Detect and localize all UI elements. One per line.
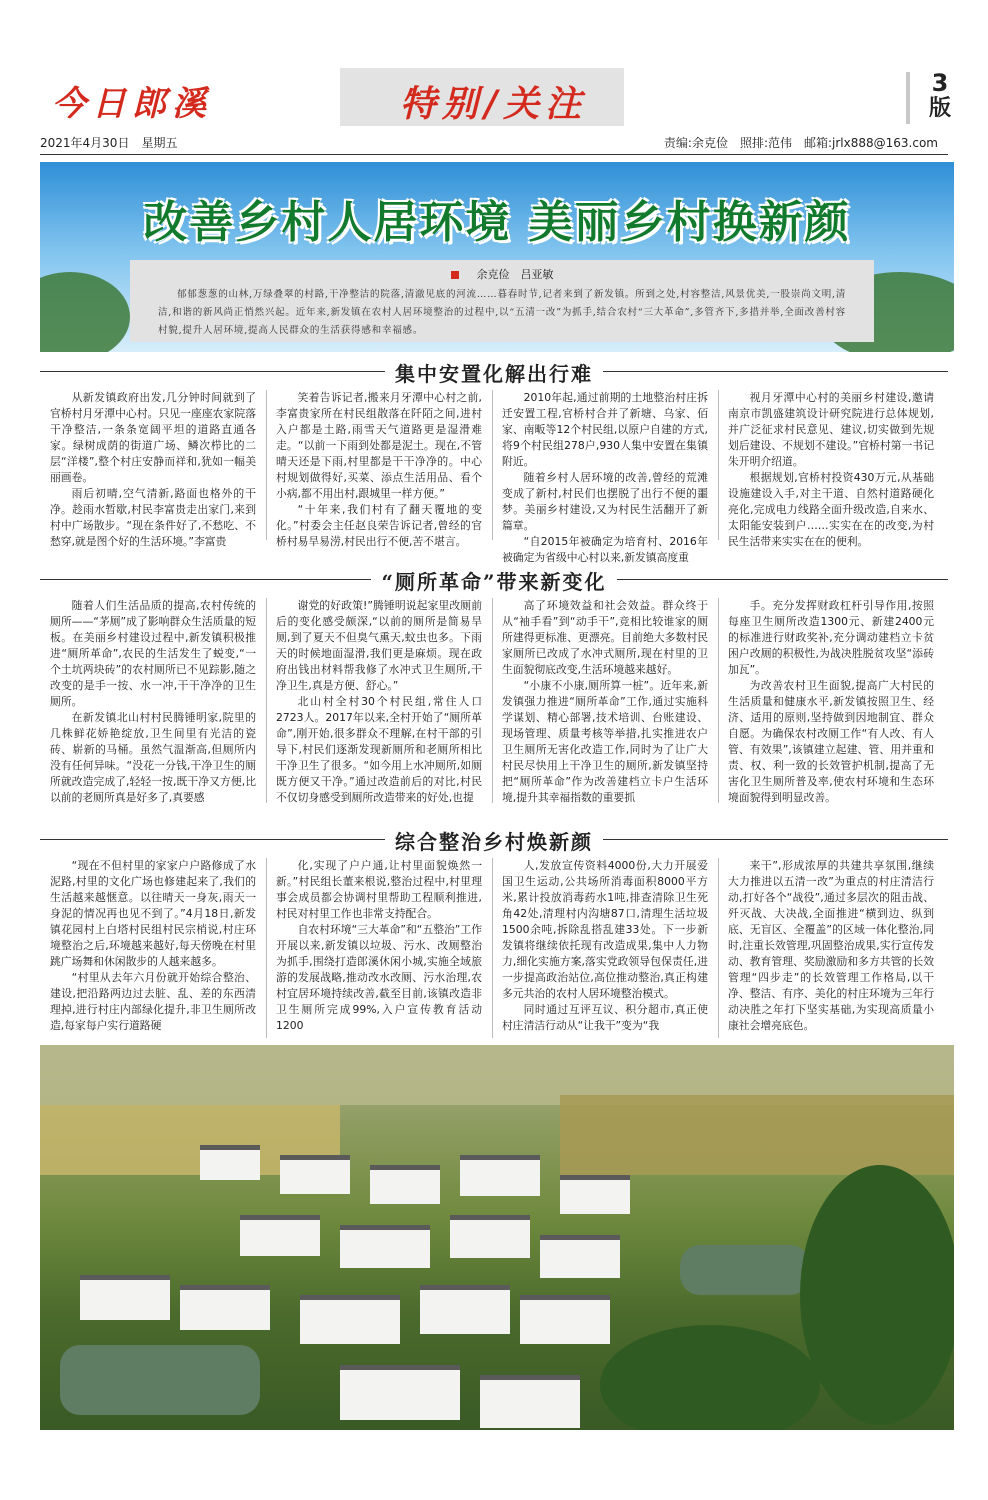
photo-house — [370, 1165, 440, 1204]
byline-authors: 余克俭 吕亚敏 — [476, 268, 554, 281]
column-divider — [266, 390, 267, 540]
masthead-divider — [906, 72, 910, 124]
section-body — [50, 390, 950, 564]
header-rule — [40, 154, 948, 155]
article-column: 谢党的好政策!”腾锤明说起家里改厕前后的变化感受颇深,“以前的厕所是简易旱厕,到了夏天不但臭气熏天,蚊虫也多。下雨天的时候地面湿滑,我们更是麻烦。现在政府出钱出材料帮我修了水冲式卫生厕所,干净卫生,真是方便、舒心。” 北山村全村30个村民组,常住人口2723人。2017年以来,全村开始了“厕所革命”,刚开始,很多群众不理解,在村干部的引导下,村民们逐渐发现新厕所和老厕所相比干净卫生了很多。“如今用上水冲厕所,如厕既方便又干净。”通过改造前后的对比,村民不仅切身感受到厕所改造带来的好处,也提 — [276, 599, 482, 804]
photo-house — [240, 1215, 320, 1256]
banner-tree-decoration — [40, 272, 130, 352]
photo-house — [280, 1155, 350, 1194]
article-column: 2010年起,通过前期的土地整治村庄拆迁安置工程,官桥村合并了新塘、乌家、佰家、南畈等12个村民组,以原户自建的方式,将9个村民组278户,930人集中安置在集镇附近。 随着乡村人居环境的改善,曾经的荒滩变成了新村,村民们也摆脱了出行不便的噩梦。美丽乡村建设,又为村民生活翻开了新篇章。 “自2015年被确定为培育村、2016年被确定为省级中心村以来,新发镇高度重 — [502, 391, 708, 564]
section-body — [50, 598, 950, 808]
byline — [130, 266, 874, 282]
photo-house — [300, 1295, 400, 1344]
article-column: 手。充分发挥财政杠杆引导作用,按照每座卫生厕所改造1300元、新建2400元的标准进行财政奖补,充分调动建档立卡贫困户改厕的积极性,为战决胜脱贫攻坚“添砖加瓦”。 为改善农村卫生面貌,提高广大村民的生活质量和健康水平,新发镇按照卫生、经济、适用的原则,坚持做到因地制宜、群众自愿。为确保农村改厕工作“有人改、有人管、有效果”,该镇建立起建、管、用并重和责、权、利一致的长效管护机制,提高了无害化卫生厕所普及率,使农村环境和生态环境面貌得到明显改善。 — [728, 599, 934, 804]
section-title-text: 综合整治乡村焕新颜 — [40, 826, 948, 855]
photo-house — [200, 1145, 260, 1180]
photo-rice-field — [560, 1095, 954, 1175]
column-divider — [718, 858, 719, 1038]
photo-house — [420, 1285, 510, 1334]
article-column: 化,实现了户户通,让村里面貌焕然一新。”村民组长董来根说,整治过程中,村里理事会成员都会协调村里帮助工程顺利推进,村民对村里工作也非常支持配合。 自农村环境“三大革命”和“五整治”工作开展以来,新发镇以垃圾、污水、改厕整治为抓手,围绕打造郎溪休闲小城,实施全域旅游的发展战略,推动改水改厕、污水治理,农村宜居环境持续改善,截至目前,该镇改造非卫生厕所完成99%,入户宣传教育活动1200 — [276, 859, 482, 1032]
section-heading — [40, 566, 948, 592]
column-divider — [718, 598, 719, 803]
column-divider — [266, 598, 267, 803]
article-column: 随着人们生活品质的提高,农村传统的厕所——“茅厕”成了影响群众生活质量的短板。在美丽乡村建设过程中,新发镇积极推进“厕所革命”,农民的生活发生了蜕变,“一个土坑两块砖”的农村厕所已不见踪影,随之改变的是手一按、水一冲,干干净净的卫生厕所。 在新发镇北山村村民腾锤明家,院里的几株鲜花娇艳绽放,卫生间里有光洁的瓷砖、崭新的马桶。虽然气温渐高,但厕所内没有任何异味。“没花一分钱,干净卫生的厕所就改造完成了,轻轻一按,既干净又方便,比以前的老厕所真是好多了,真要感 — [50, 599, 256, 804]
article-column: 从新发镇政府出发,几分钟时间就到了官桥村月牙潭中心村。只见一座座农家院落干净整洁,一条条宽阔平坦的道路直通各家。绿树成荫的街道广场、鳞次栉比的二层“洋楼”,整个村庄安静而祥和,犹如一幅美丽画卷。 雨后初晴,空气清新,路面也格外的干净。趁雨水暂歇,村民李富贵走出家门,来到村中广场散步。“现在条件好了,不愁吃、不愁穿,就是图个好的生活环境。”李富贵 — [50, 391, 256, 548]
photo-pond — [680, 1245, 810, 1295]
lead-paragraph: 郁郁葱葱的山林,万绿叠翠的村路,干净整洁的院落,清澈见底的河流……暮春时节,记者来到了新发镇。所到之处,村容整洁,风景优美,一股崇尚文明,清洁,和谐的新风尚正悄然兴起。近年来,新发镇在农村人居环境整治的过程中,以“五清一改”为抓手,结合农村“三大革命”,多管齐下,多措并举,全面改善村容村貌,提升人居环境,提高人民群众的生活获得感和幸福感。 — [158, 289, 847, 336]
photo-house — [450, 1215, 530, 1258]
photo-house — [80, 1275, 170, 1320]
photo-house — [480, 1375, 580, 1428]
masthead — [40, 68, 951, 128]
photo-house — [520, 1295, 610, 1344]
section-body — [50, 858, 950, 1043]
article-column: 笑着告诉记者,搬来月牙潭中心村之前,李富贵家所在村民组散落在阡陌之间,进村入户都是土路,雨雪天气道路更是湿滑难走。“以前一下雨到处都是泥土。现在,不管晴天还是下雨,村里都是干干净净的。中心村规划做得好,买菜、添点生活用品、看个小病,都不用出村,跟城里一样方便。” “十年来,我们村有了翻天覆地的变化。”村委会主任赵良荣告诉记者,曾经的官桥村易旱易涝,村民出行不便,苦不堪言。 — [276, 391, 482, 548]
lead-box — [130, 260, 874, 342]
issue-date: 2021年4月30日 星期五 — [40, 136, 178, 150]
newspaper-title: 今日郎溪 — [52, 84, 212, 124]
main-headline: 改善乡村人居环境 美丽乡村换新颜 — [143, 197, 851, 248]
article-column: 视月牙潭中心村的美丽乡村建设,邀请南京市凯盛建筑设计研究院进行总体规划,并广泛征求村民意见、建议,切实做到先规划后建设、不规划不建设。”官桥村第一书记朱开明介绍道。 根据规划,官桥村投资430万元,从基础设施建设入手,对主干道、自然村道路硬化亮化,完成电力线路全面升级改造,自来水、太阳能安装到户……实实在在的改变,为村民生活带来实实在在的便利。 — [728, 391, 934, 548]
column-divider — [492, 390, 493, 540]
column-divider — [718, 390, 719, 540]
section-title: 特别/关注 — [400, 83, 588, 125]
photo-house — [460, 1155, 540, 1196]
column-divider — [266, 858, 267, 1038]
photo-tree-cluster — [600, 1325, 820, 1430]
article-column: “现在不但村里的家家户户路修成了水泥路,村里的文化广场也修建起来了,我们的生活越来越惬意。以往晴天一身灰,雨天一身泥的情况再也见不到了。”4月18日,新发镇花园村上白塔村民组村民宗梢说,村庄环境整治之后,环境越来越好,每天傍晚在村里跳广场舞和休闲散步的人越来越多。 “村里从去年六月份就开始综合整治、建设,把沿路两边过去脏、乱、差的东西清理掉,进行村庄内部绿化提升,非卫生厕所改造,每家每户实行道路硬 — [50, 859, 256, 1032]
aerial-village-photo — [40, 1045, 954, 1430]
photo-house — [340, 1225, 430, 1268]
photo-house — [560, 1175, 630, 1214]
section-heading — [40, 826, 948, 852]
section-title-text: “厕所革命”带来新变化 — [40, 566, 948, 595]
column-divider — [492, 598, 493, 803]
dateline — [40, 134, 948, 154]
column-divider — [492, 858, 493, 1038]
page-unit: 版 — [928, 96, 951, 121]
article-column: 高了环境效益和社会效益。群众终于从“袖手看”到“动手干”,竞相比较谁家的厕所建得更标准、更漂亮。目前绝大多数村民家厕所已改成了水冲式厕所,现在村里的卫生面貌彻底改变,生活环境越来越好。 “小康不小康,厕所算一桩”。近年来,新发镇强力推进“厕所革命”工作,通过实施科学谋划、精心部署,技术培训、台账建设、现场管理、质量考核等举措,扎实推进农户卫生厕所无害化改造工作,同时为了让广大村民尽快用上干净卫生的厕所,新发镇坚持把“厕所革命”作为改善建档立卡户生活环境,提升其幸福指数的重要抓 — [502, 599, 708, 804]
photo-house — [540, 1235, 620, 1278]
byline-square-icon — [451, 271, 459, 279]
photo-pond — [60, 1345, 260, 1415]
section-title-text: 集中安置化解出行难 — [40, 358, 948, 387]
article-column: 来干”,形成浓厚的共建共享氛围,继续大力推进以五清一改”为重点的村庄清洁行动,打好各个“战役”,通过多层次的阻击战、歼灭战、大决战,全面推进“横到边、纵到底、无盲区、全覆盖”的区域一体化整治,同时,注重长效管理,巩固整治成果,实行宣传发动、教育管理、奖励激励和多方共管的长效管理“四步走”的长效管理工作格局,以干净、整洁、有序、美化的村庄环境为三年行动决胜之年打下坚实基础,为实现高质量小康社会增亮底色。 — [728, 859, 934, 1032]
page-number-block — [920, 70, 960, 122]
photo-house — [180, 1285, 270, 1330]
editor-credits: 责编:余克俭 照排:范伟 邮箱:jrlx888@163.com — [663, 136, 938, 150]
photo-house — [340, 1365, 460, 1420]
article-column: 人,发放宣传资料4000份,大力开展爱国卫生运动,公共场所消毒面积8000平方米,累计投放消毒药水1吨,排查清除卫生死角42处,清理村内沟塘87口,清理生活垃圾1500余吨,拆除乱搭乱建33处。下一步新发镇将继续依托现有改造成果,集中人力物力,细化实施方案,落实党政领导包保责任,进一步提高政治站位,高位推动整治,真正构建多元共治的农村人居环境整治模式。 同时通过互评互议、积分超市,真正使村庄清洁行动从“让我干”变为“我 — [502, 859, 708, 1032]
page-number: 3 — [931, 69, 949, 97]
section-heading — [40, 358, 948, 384]
photo-tree-cluster — [800, 1165, 954, 1425]
